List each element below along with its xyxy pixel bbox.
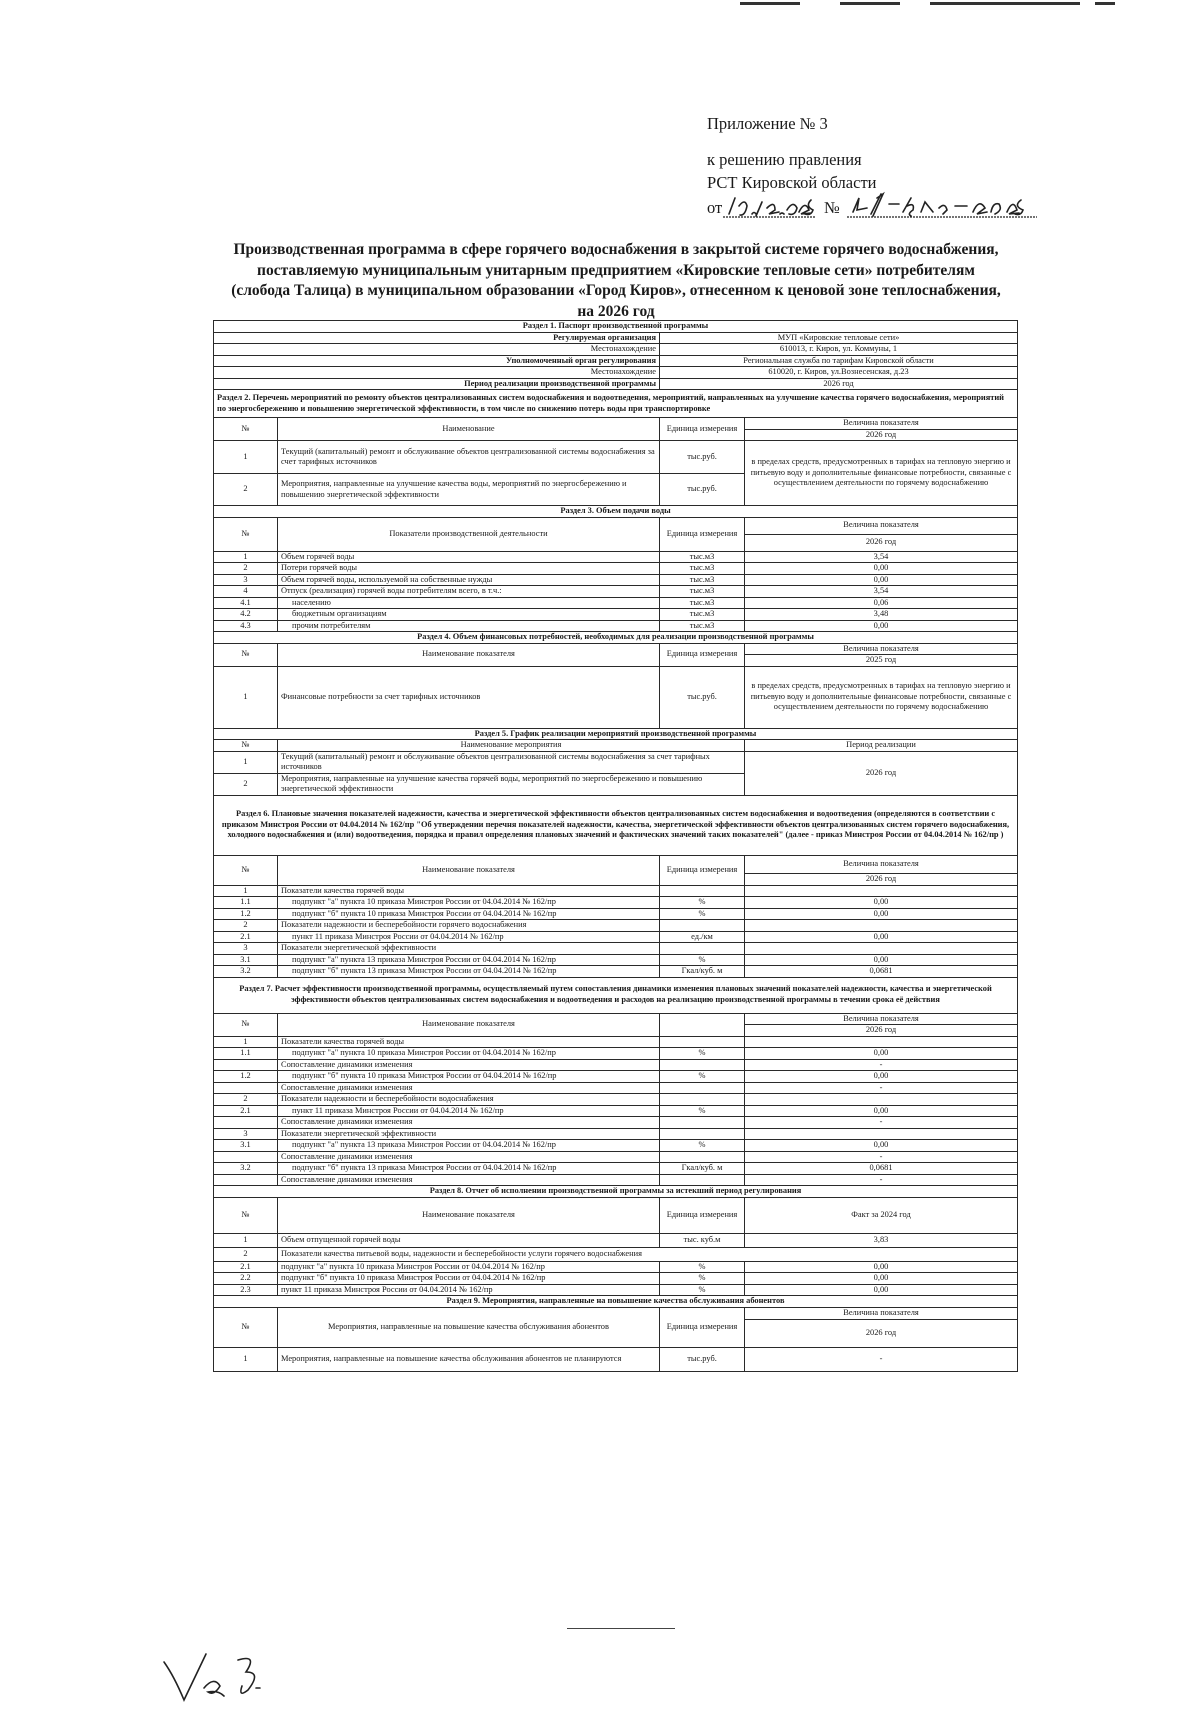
column-header-unit: Единица измерения	[660, 855, 745, 885]
row-unit: %	[660, 1273, 745, 1285]
section-title: Раздел 9. Мероприятия, направленные на повышение качества обслуживания абонентов	[214, 1296, 1018, 1308]
row-unit	[660, 943, 745, 955]
passport-label: Местонахождение	[214, 367, 660, 379]
row-value: 3,83	[745, 1233, 1018, 1247]
table-header-row	[214, 643, 1018, 655]
passport-label: Период реализации производственной программы	[214, 378, 660, 390]
row-unit: тыс.руб.	[660, 474, 745, 506]
row-number: 1	[214, 885, 278, 897]
table-row	[214, 885, 1018, 897]
row-unit: тыс.м3	[660, 551, 745, 563]
row-unit: тыс. куб.м	[660, 1233, 745, 1247]
row-name: подпункт "а" пункта 10 приказа Минстроя России от 04.04.2014 № 162/пр	[278, 897, 660, 909]
table-row	[214, 1174, 1018, 1186]
row-number: 2.1	[214, 1105, 278, 1117]
number-sign: №	[824, 198, 840, 217]
passport-row	[214, 332, 1018, 344]
column-header-value: Величина показателя	[745, 418, 1018, 430]
row-number: 3	[214, 1128, 278, 1140]
row-name: Показатели надежности и бесперебойности горячего водоснабжения	[278, 920, 660, 932]
table-row	[214, 1117, 1018, 1129]
row-number: 2	[214, 1247, 278, 1261]
table-row	[214, 563, 1018, 575]
row-unit	[660, 885, 745, 897]
table-row	[214, 551, 1018, 563]
table-row	[214, 1071, 1018, 1083]
row-unit	[660, 1151, 745, 1163]
row-number: 2.3	[214, 1284, 278, 1296]
table-row	[214, 908, 1018, 920]
row-unit	[660, 1094, 745, 1106]
table-row	[214, 897, 1018, 909]
passport-label: Уполномоченный орган регулирования	[214, 355, 660, 367]
row-unit: тыс.м3	[660, 586, 745, 598]
column-header-number: №	[214, 1307, 278, 1347]
passport-value: 610013, г. Киров, ул. Коммуны, 1	[660, 344, 1018, 356]
title-line: на 2026 год	[577, 302, 655, 320]
row-value: 3,54	[745, 586, 1018, 598]
row-value: 0,00	[745, 1140, 1018, 1152]
row-value: -	[745, 1151, 1018, 1163]
row-unit: тыс.м3	[660, 563, 745, 575]
row-number: 2	[214, 1094, 278, 1106]
row-number: 1	[214, 441, 278, 474]
row-number: 2	[214, 563, 278, 575]
row-value: 0,00	[745, 1105, 1018, 1117]
row-number: 2	[214, 920, 278, 932]
row-value	[745, 1036, 1018, 1048]
table-row	[214, 1082, 1018, 1094]
row-name: Показатели энергетической эффективности	[278, 943, 660, 955]
column-header-unit-empty	[660, 1013, 745, 1036]
row-unit: тыс.м3	[660, 574, 745, 586]
row-name: Сопоставление динамики изменения	[278, 1174, 660, 1186]
title-line: (слобода Талица) в муниципальном образовании «Город Киров», отнесенном к ценовой зоне теплоснабжения,	[231, 282, 1001, 299]
table-row	[214, 441, 1018, 474]
row-value: 0,0681	[745, 966, 1018, 978]
column-header-name: Наименование	[278, 418, 660, 441]
row-value	[745, 1094, 1018, 1106]
row-name: подпункт "а" пункта 10 приказа Минстроя России от 04.04.2014 № 162/пр	[278, 1048, 660, 1060]
table-header-row	[214, 1197, 1018, 1233]
passport-value: МУП «Кировские тепловые сети»	[660, 332, 1018, 344]
table-row	[214, 966, 1018, 978]
column-header-number: №	[214, 1013, 278, 1036]
row-value: -	[745, 1059, 1018, 1071]
column-header-value: Величина показателя	[745, 643, 1018, 655]
table-row	[214, 574, 1018, 586]
section-title: Раздел 4. Объем финансовых потребностей, необходимых для реализации производственной программы	[214, 632, 1018, 644]
section-2-title-row	[214, 390, 1018, 418]
row-unit: тыс.руб.	[660, 441, 745, 474]
row-unit: Гкал/куб. м	[660, 1163, 745, 1175]
row-unit: %	[660, 908, 745, 920]
row-value: 0,00	[745, 1261, 1018, 1273]
section-1-title-row	[214, 321, 1018, 333]
column-header-name: Наименование показателя	[278, 1013, 660, 1036]
row-unit: %	[660, 954, 745, 966]
column-header-number: №	[214, 855, 278, 885]
table-row	[214, 751, 1018, 773]
handwritten-signature	[160, 1648, 300, 1708]
column-header-name: Наименование показателя	[278, 643, 660, 666]
column-header-number: №	[214, 418, 278, 441]
row-number: 3.1	[214, 954, 278, 966]
row-unit: тыс.м3	[660, 620, 745, 632]
column-header-number: №	[214, 1197, 278, 1233]
row-number: 3.2	[214, 1163, 278, 1175]
row-unit: %	[660, 1048, 745, 1060]
table-row	[214, 1233, 1018, 1247]
row-unit	[660, 1059, 745, 1071]
table-row	[214, 597, 1018, 609]
row-number	[214, 1059, 278, 1071]
row-name: подпункт "б" пункта 10 приказа Минстроя России от 04.04.2014 № 162/пр	[278, 1071, 660, 1083]
row-name: Показатели надежности и бесперебойности водоснабжения	[278, 1094, 660, 1106]
row-unit: тыс.руб.	[660, 666, 745, 728]
table-row	[214, 1094, 1018, 1106]
table-row	[214, 666, 1018, 728]
row-number: 1.1	[214, 1048, 278, 1060]
column-header-year: 2026 год	[745, 873, 1018, 885]
row-name: Мероприятия, направленные на улучшение качества горячей воды, мероприятий по энергосбережению и повышению энергетической эффективности	[278, 773, 745, 795]
row-value: -	[745, 1082, 1018, 1094]
table-header-row	[214, 418, 1018, 430]
row-number: 2	[214, 773, 278, 795]
section-title: Раздел 1. Паспорт производственной программы	[214, 321, 1018, 333]
row-number: 4.2	[214, 609, 278, 621]
row-value	[745, 1128, 1018, 1140]
row-name: подпункт "а" пункта 13 приказа Минстроя России от 04.04.2014 № 162/пр	[278, 954, 660, 966]
row-value: 0,00	[745, 1284, 1018, 1296]
row-number: 3.2	[214, 966, 278, 978]
row-value	[745, 920, 1018, 932]
section-title: Раздел 6. Плановые значения показателей надежности, качества и энергетической эффективности объектов централизованных систем водоснабжения и водоотведения (определяются в соответствии с приказом Минстроя России от 04.04.2014 № 162/пр "Об утверждении перечня показателей надежности, качества, энергетической эффективности объектов централизованных систем горячего водоснабжения, холодного водоснабжения и (или) водоотведения, порядка и правил определения плановых значений и фактических значений таких показателей" (далее - приказ Минстроя России от 04.04.2014 № 162/пр )	[214, 795, 1018, 855]
table-row	[214, 586, 1018, 598]
row-name: Объем горячей воды, используемой на собственные нужды	[278, 574, 660, 586]
row-name: населению	[278, 597, 660, 609]
row-value: 0,00	[745, 908, 1018, 920]
row-name: подпункт "б" пункта 13 приказа Минстроя России от 04.04.2014 № 162/пр	[278, 966, 660, 978]
scan-artifact-top	[700, 0, 1120, 10]
column-header-name: Показатели производственной деятельности	[278, 517, 660, 551]
row-unit: тыс.руб.	[660, 1347, 745, 1371]
row-name: Объем отпущенной горячей воды	[278, 1233, 660, 1247]
row-unit: ед./км	[660, 931, 745, 943]
row-number: 4.3	[214, 620, 278, 632]
passport-row	[214, 378, 1018, 390]
table-row	[214, 1284, 1018, 1296]
row-number: 1.1	[214, 897, 278, 909]
row-unit: %	[660, 1105, 745, 1117]
row-value: 0,00	[745, 563, 1018, 575]
row-value	[745, 885, 1018, 897]
bottom-divider	[567, 1628, 675, 1629]
row-unit	[660, 1128, 745, 1140]
decision-date-number	[707, 188, 1037, 224]
row-number: 2	[214, 474, 278, 506]
row-name: Финансовые потребности за счет тарифных источников	[278, 666, 660, 728]
section-9-title-row	[214, 1296, 1018, 1308]
column-header-number: №	[214, 740, 278, 752]
row-name: Текущий (капитальный) ремонт и обслуживание объектов централизованной системы водоснабжения за счет тарифных источников	[278, 751, 745, 773]
row-number	[214, 1117, 278, 1129]
column-header-year: 2026 год	[745, 1319, 1018, 1347]
row-number: 1	[214, 666, 278, 728]
table-row	[214, 609, 1018, 621]
table-row	[214, 1140, 1018, 1152]
section-8-title-row	[214, 1186, 1018, 1198]
row-name: пункт 11 приказа Минстроя России от 04.04.2014 № 162/пр	[278, 1284, 660, 1296]
handwritten-date-number	[707, 188, 1037, 224]
row-value: 0,0681	[745, 1163, 1018, 1175]
appendix-header	[707, 112, 1087, 194]
row-name: пункт 11 приказа Минстроя России от 04.04.2014 № 162/пр	[278, 931, 660, 943]
table-row	[214, 1273, 1018, 1285]
column-header-value: Величина показателя	[745, 1013, 1018, 1025]
table-header-row	[214, 1013, 1018, 1025]
table-row	[214, 1151, 1018, 1163]
row-value: -	[745, 1347, 1018, 1371]
section-6-title-row	[214, 795, 1018, 855]
table-row	[214, 1163, 1018, 1175]
table-row	[214, 1105, 1018, 1117]
row-name: подпункт "б" пункта 10 приказа Минстроя России от 04.04.2014 № 162/пр	[278, 908, 660, 920]
row-name: Сопоставление динамики изменения	[278, 1082, 660, 1094]
column-header-value: Величина показателя	[745, 1307, 1018, 1319]
passport-label: Регулируемая организация	[214, 332, 660, 344]
row-value: -	[745, 1117, 1018, 1129]
row-name: пункт 11 приказа Минстроя России от 04.04.2014 № 162/пр	[278, 1105, 660, 1117]
row-number: 2.1	[214, 1261, 278, 1273]
table-row	[214, 1059, 1018, 1071]
row-value: 0,00	[745, 897, 1018, 909]
row-name: подпункт "б" пункта 10 приказа Минстроя России от 04.04.2014 № 162/пр	[278, 1273, 660, 1285]
row-unit: %	[660, 1261, 745, 1273]
section-7-title-row	[214, 977, 1018, 1013]
section-5-title-row	[214, 728, 1018, 740]
title-line: поставляемую муниципальным унитарным предприятием «Кировские тепловые сети» потребителям	[257, 261, 975, 279]
document-title	[212, 240, 1020, 322]
table-row	[214, 943, 1018, 955]
row-unit: тыс.м3	[660, 597, 745, 609]
row-unit	[660, 1117, 745, 1129]
row-name: Мероприятия, направленные на повышение качества обслуживания абонентов не планируются	[278, 1347, 660, 1371]
row-number: 3	[214, 574, 278, 586]
row-name: Показатели качества горячей воды	[278, 885, 660, 897]
row-value: 0,00	[745, 1273, 1018, 1285]
section-title: Раздел 5. График реализации мероприятий производственной программы	[214, 728, 1018, 740]
date-prefix: от	[707, 198, 723, 217]
row-period: 2026 год	[745, 751, 1018, 795]
column-header-year: 2026 год	[745, 534, 1018, 551]
table-header-row	[214, 1307, 1018, 1319]
table-row	[214, 620, 1018, 632]
row-number: 1	[214, 1036, 278, 1048]
row-value	[745, 943, 1018, 955]
row-value-note: в пределах средств, предусмотренных в тарифах на тепловую энергию и питьевую воду и дополнительные финансовые потребности, связанные с осуществлением деятельности по горячему водоснабжению	[745, 666, 1018, 728]
row-unit: тыс.м3	[660, 609, 745, 621]
table-header-row	[214, 517, 1018, 534]
table-row	[214, 1036, 1018, 1048]
column-header-unit: Единица измерения	[660, 1197, 745, 1233]
column-header-year: 2026 год	[745, 1025, 1018, 1037]
table-header-row	[214, 740, 1018, 752]
column-header-name: Наименование показателя	[278, 1197, 660, 1233]
row-value: 0,00	[745, 931, 1018, 943]
column-header-name: Наименование мероприятия	[278, 740, 745, 752]
row-name: Текущий (капитальный) ремонт и обслуживание объектов централизованной системы водоснабжения за счет тарифных источников	[278, 441, 660, 474]
row-number: 1	[214, 551, 278, 563]
table-row	[214, 1247, 1018, 1261]
row-name: Отпуск (реализация) горячей воды потребителям всего, в т.ч.:	[278, 586, 660, 598]
row-name: Сопоставление динамики изменения	[278, 1117, 660, 1129]
decision-reference: к решению правления	[707, 150, 862, 169]
section-3-title-row	[214, 506, 1018, 518]
row-number	[214, 1174, 278, 1186]
row-number: 1	[214, 751, 278, 773]
passport-value: Региональная служба по тарифам Кировской области	[660, 355, 1018, 367]
section-title: Раздел 7. Расчет эффективности производственной программы, осуществляемый путем сопоставления динамики изменения плановых значений показателей надежности, качества и энергетической эффективности объектов централизованных систем водоснабжения и водоотведения и расходов на реализацию производственной программы в течении срока её действия	[214, 977, 1018, 1013]
row-number: 2.2	[214, 1273, 278, 1285]
passport-value: 610020, г. Киров, ул.Вознесенская, д.23	[660, 367, 1018, 379]
row-unit: %	[660, 897, 745, 909]
row-value: 3,48	[745, 609, 1018, 621]
table-row	[214, 1261, 1018, 1273]
row-unit: Гкал/куб. м	[660, 966, 745, 978]
row-value: 0,00	[745, 620, 1018, 632]
row-name: Показатели энергетической эффективности	[278, 1128, 660, 1140]
program-table	[213, 320, 1018, 1372]
column-header-number: №	[214, 643, 278, 666]
row-number: 1.2	[214, 908, 278, 920]
row-name: Сопоставление динамики изменения	[278, 1059, 660, 1071]
row-number: 4.1	[214, 597, 278, 609]
row-unit	[660, 1174, 745, 1186]
row-value: 0,00	[745, 1048, 1018, 1060]
row-name: бюджетным организациям	[278, 609, 660, 621]
column-header-year: 2025 год	[745, 655, 1018, 667]
row-unit: %	[660, 1284, 745, 1296]
row-number: 1	[214, 1347, 278, 1371]
section-title: Раздел 2. Перечень мероприятий по ремонту объектов централизованных систем водоснабжения и водоотведения, мероприятий, направленных на улучшение качества горячего водоснабжения, мероприятий по энергосбережению и повышению энергетической эффективности, в том числе по снижению потерь воды при транспортировке	[214, 390, 1018, 418]
row-unit	[660, 920, 745, 932]
row-name: Потери горячей воды	[278, 563, 660, 575]
table-row	[214, 1048, 1018, 1060]
passport-value: 2026 год	[660, 378, 1018, 390]
passport-row	[214, 355, 1018, 367]
column-header-fact: Факт за 2024 год	[745, 1197, 1018, 1233]
column-header-year: 2026 год	[745, 429, 1018, 441]
row-value: 0,00	[745, 1071, 1018, 1083]
column-header-unit: Единица измерения	[660, 517, 745, 551]
row-name: Объем горячей воды	[278, 551, 660, 563]
table-row	[214, 931, 1018, 943]
row-value: 3,54	[745, 551, 1018, 563]
row-value-note: в пределах средств, предусмотренных в тарифах на тепловую энергию и питьевую воду и дополнительные финансовые потребности, связанные с осуществлением деятельности по горячему водоснабжению	[745, 441, 1018, 506]
row-unit: %	[660, 1140, 745, 1152]
table-row	[214, 920, 1018, 932]
row-unit	[660, 1036, 745, 1048]
row-name: подпункт "а" пункта 13 приказа Минстроя России от 04.04.2014 № 162/пр	[278, 1140, 660, 1152]
row-number	[214, 1082, 278, 1094]
column-header-name: Наименование показателя	[278, 855, 660, 885]
title-line: Производственная программа в сфере горячего водоснабжения в закрытой системе горячего водоснабжения,	[233, 241, 999, 258]
row-value: -	[745, 1174, 1018, 1186]
column-header-unit: Единица измерения	[660, 418, 745, 441]
column-header-period: Период реализации	[745, 740, 1018, 752]
row-name: Показатели качества горячей воды	[278, 1036, 660, 1048]
row-unit	[660, 1082, 745, 1094]
table-row	[214, 1128, 1018, 1140]
authority-name: РСТ Кировской области	[707, 173, 877, 192]
row-name: Мероприятия, направленные на улучшение качества воды, мероприятий по энергосбережению и повышению энергетической эффективности	[278, 474, 660, 506]
column-header-name: Мероприятия, направленные на повышение качества обслуживания абонентов	[278, 1307, 660, 1347]
section-title: Раздел 8. Отчет об исполнении производственной программы за истекший период регулирования	[214, 1186, 1018, 1198]
row-number: 2.1	[214, 931, 278, 943]
table-row	[214, 954, 1018, 966]
row-number: 4	[214, 586, 278, 598]
column-header-value: Величина показателя	[745, 855, 1018, 873]
column-header-unit: Единица измерения	[660, 643, 745, 666]
row-name: подпункт "б" пункта 13 приказа Минстроя России от 04.04.2014 № 162/пр	[278, 1163, 660, 1175]
column-header-unit: Единица измерения	[660, 1307, 745, 1347]
row-name: подпункт "а" пункта 10 приказа Минстроя России от 04.04.2014 № 162/пр	[278, 1261, 660, 1273]
table-row	[214, 1347, 1018, 1371]
row-unit: %	[660, 1071, 745, 1083]
row-number: 3	[214, 943, 278, 955]
row-name: Сопоставление динамики изменения	[278, 1151, 660, 1163]
table-header-row	[214, 855, 1018, 873]
row-number: 1	[214, 1233, 278, 1247]
row-value: 0,00	[745, 574, 1018, 586]
row-number	[214, 1151, 278, 1163]
row-value: 0,06	[745, 597, 1018, 609]
passport-row	[214, 367, 1018, 379]
row-name: Показатели качества питьевой воды, надежности и бесперебойности услуги горячего водоснабжения	[278, 1247, 1018, 1261]
column-header-number: №	[214, 517, 278, 551]
row-number: 3.1	[214, 1140, 278, 1152]
section-title: Раздел 3. Объем подачи воды	[214, 506, 1018, 518]
passport-label: Местонахождение	[214, 344, 660, 356]
appendix-number: Приложение № 3	[707, 114, 828, 133]
passport-row	[214, 344, 1018, 356]
section-4-title-row	[214, 632, 1018, 644]
row-value: 0,00	[745, 954, 1018, 966]
row-name: прочим потребителям	[278, 620, 660, 632]
row-number: 1.2	[214, 1071, 278, 1083]
column-header-value: Величина показателя	[745, 517, 1018, 534]
